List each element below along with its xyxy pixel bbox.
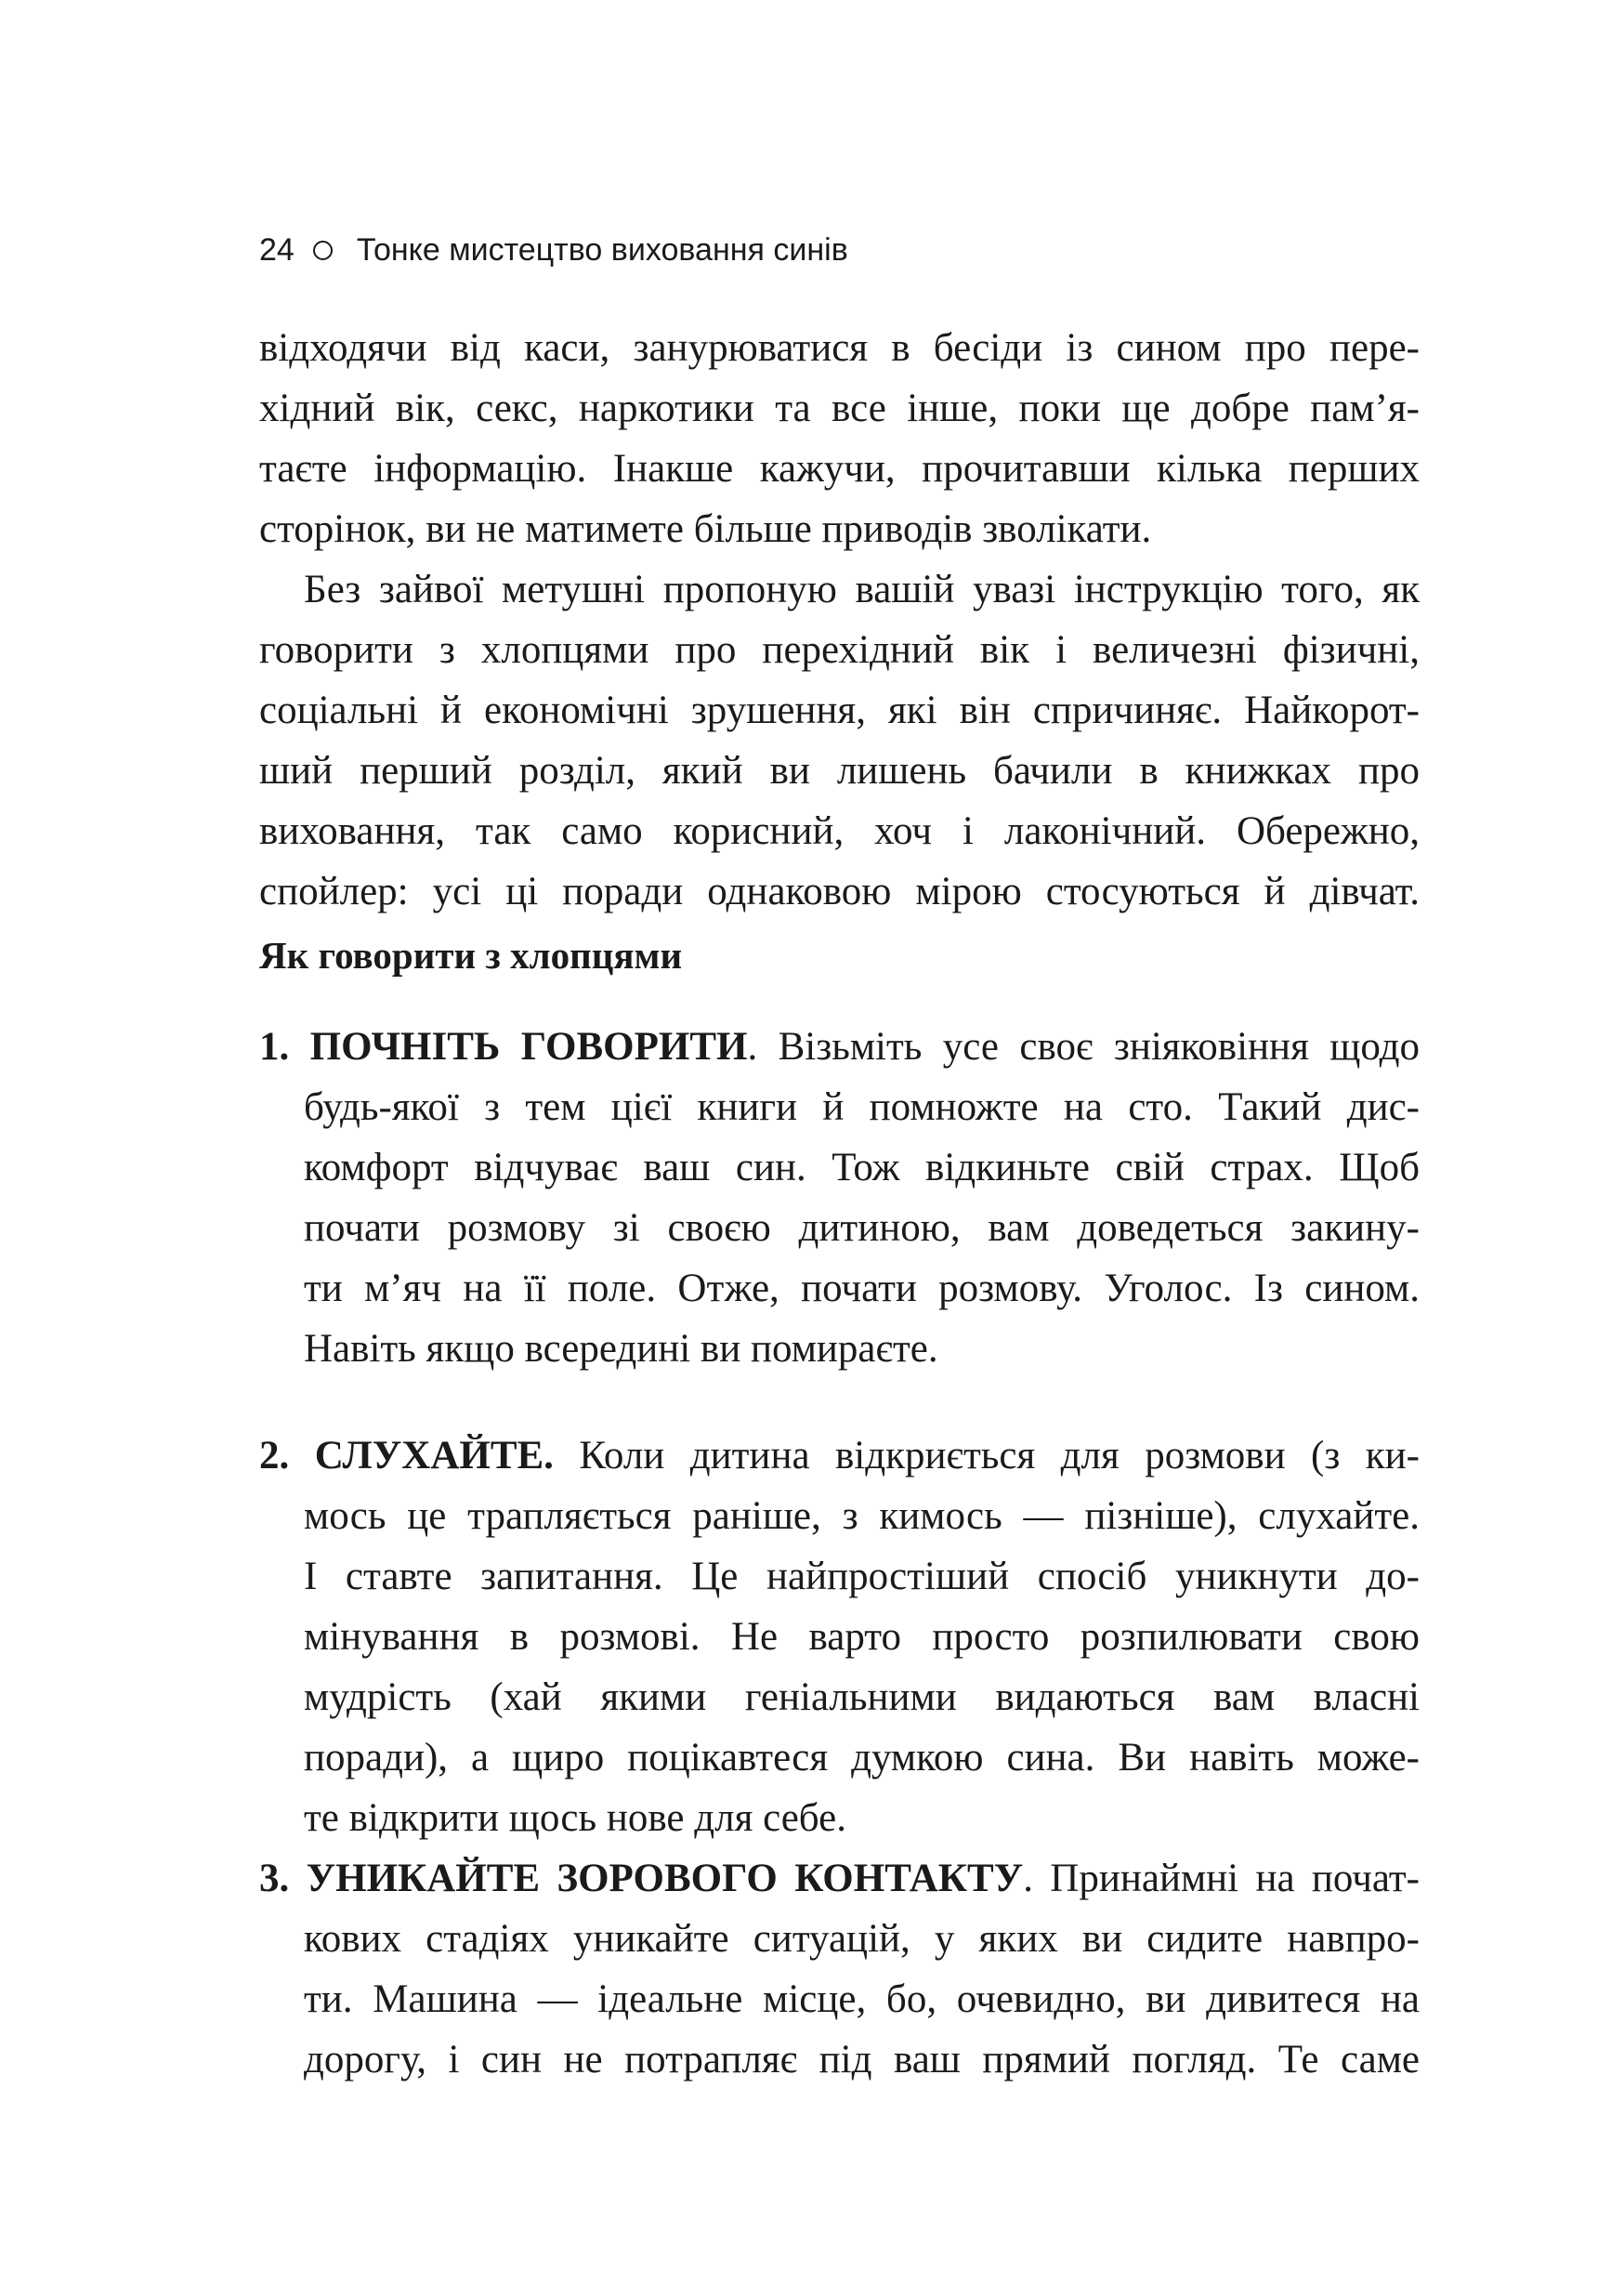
text-line: І ставте запитання. Це найпростіший спосіб уникнути до- (304, 1555, 1420, 1598)
list-item-first-line (259, 1020, 1420, 1074)
list-item-number: 3. (259, 1857, 290, 1900)
list-item-text: Коли дитина відкриється для розмови (з ки- (553, 1434, 1421, 1477)
text-line: ший перший розділ, який ви лишень бачили в книжках про (259, 749, 1420, 793)
list-item-title: УНИКАЙТЕ ЗОРОВОГО КОНТАКТУ (306, 1857, 1024, 1900)
text-line: кових стадіях уникайте ситуацій, у яких ви сидите навпро- (304, 1917, 1420, 1961)
text-line: мось це трапляється раніше, з кимось — пізніше), слухайте. (304, 1494, 1420, 1538)
text-line: почати розмову зі своєю дитиною, вам доведеться закину- (304, 1206, 1420, 1250)
list-item-first-line (259, 1852, 1420, 1906)
list-item-title: ПОЧНІТЬ ГОВОРИТИ (309, 1025, 748, 1069)
text-line: Без зайвої метушні пропоную вашій увазі інструкцію того, як (304, 568, 1420, 611)
text-line: те відкрити щось нове для себе. (304, 1796, 846, 1840)
list-item-first-line (259, 1429, 1420, 1483)
text-line: ти м’яч на її поле. Отже, почати розмову. Уголос. Із сином. (304, 1267, 1420, 1310)
list-item-number: 2. (259, 1434, 290, 1477)
text-line: виховання, так само корисний, хоч і лаконічний. Обережно, (259, 809, 1420, 853)
text-line: будь-якої з тем цієї книги й помножте на сто. Такий дис- (304, 1085, 1420, 1129)
running-header (259, 227, 848, 273)
text-line: поради), а щиро поцікавтеся думкою сина. Ви навіть може- (304, 1736, 1420, 1780)
circle-separator-icon (313, 241, 333, 260)
list-item-number: 1. (259, 1025, 290, 1069)
text-line: соціальні й економічні зрушення, які він спричиняє. Найкорот- (259, 689, 1420, 732)
text-line: таєте інформацію. Інакше кажучи, прочитавши кілька перших (259, 447, 1420, 491)
page-number: 24 (259, 231, 295, 268)
running-title: Тонке мистецтво виховання синів (356, 231, 848, 268)
section-subheading: Як говорити з хлопцями (259, 934, 683, 977)
list-item-text: . Принаймні на почат- (1023, 1857, 1420, 1900)
text-line: ти. Машина — ідеальне місце, бо, очевидно, ви дивитеся на (304, 1977, 1420, 2021)
text-line: спойлер: усі ці поради однаковою мірою стосуються й дівчат. (259, 870, 1420, 913)
text-line: говорити з хлопцями про перехідний вік і величезні фізичні, (259, 628, 1420, 672)
list-item-title: СЛУХАЙТЕ. (314, 1434, 554, 1477)
text-line: Навіть якщо всередині ви помираєте. (304, 1327, 938, 1371)
text-line: дорогу, і син не потрапляє під ваш прямий погляд. Те саме (304, 2038, 1420, 2082)
text-line: мінування в розмові. Не варто просто розпилювати свою (304, 1615, 1420, 1659)
list-item-text: . Візьміть усе своє зніяковіння щодо (747, 1025, 1421, 1069)
text-line: мудрість (хай якими геніальними видаються вам власні (304, 1675, 1420, 1719)
text-line: відходячи від каси, занурюватися в бесіди із сином про пере- (259, 326, 1420, 370)
text-line: хідний вік, секс, наркотики та все інше, поки ще добре пам’я- (259, 387, 1420, 430)
text-line: комфорт відчуває ваш син. Тож відкиньте свій страх. Щоб (304, 1146, 1420, 1189)
text-line: сторінок, ви не матимете більше приводів зволікати. (259, 507, 1152, 551)
